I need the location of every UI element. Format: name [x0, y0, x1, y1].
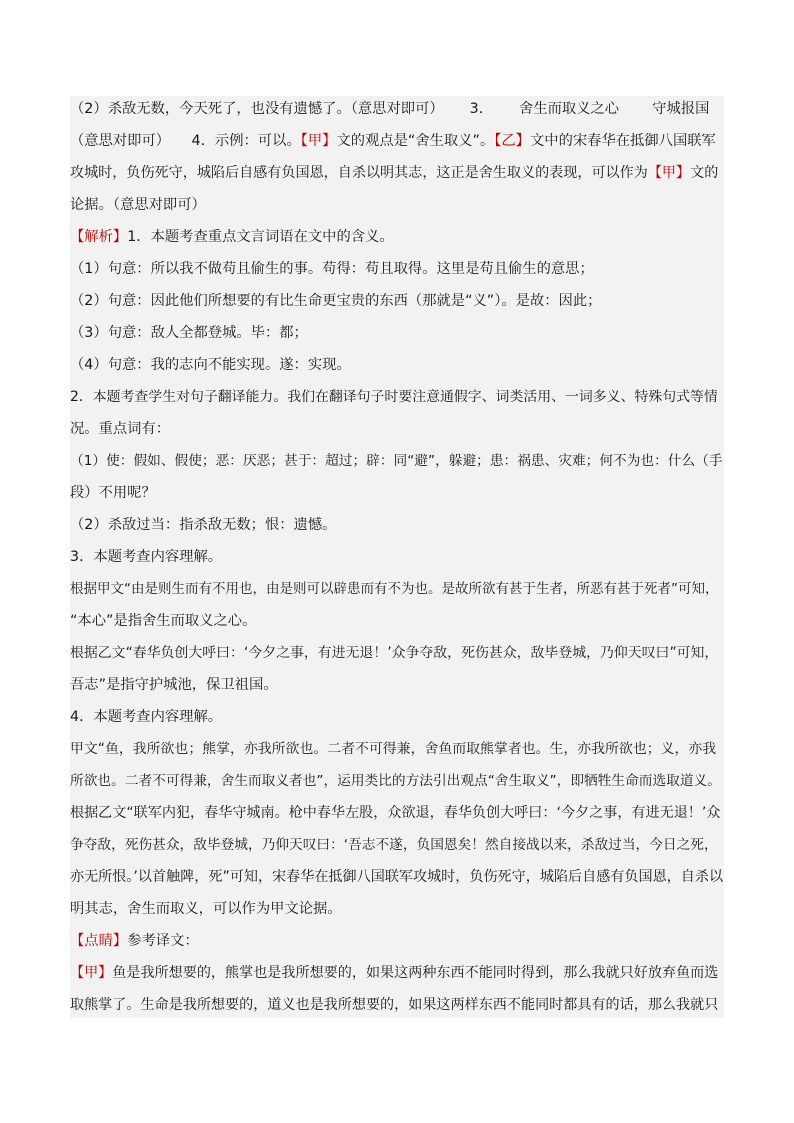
paragraph-text: （2）句意：因此他们所想要的有比生命更宝贵的东西（那就是“义”）。是故：因此； — [70, 293, 602, 309]
bracket-marker-jia: 【甲】 — [647, 165, 691, 181]
answer-text: 文的观点是“舍生取义”。 — [336, 133, 495, 149]
answer-text: 文中的宋春华在抵御八国联军 — [529, 133, 716, 149]
answer-text: 论据。（意思对即可） — [70, 197, 206, 213]
paragraph-text: （2）杀敌过当：指杀敌无数；恨：遗憾。 — [70, 517, 337, 533]
paragraph-text: “本心”是指舍生而取义之心。 — [70, 613, 257, 629]
paragraph-text: 况。重点词有： — [70, 421, 171, 437]
paragraph-text: 根据乙文“春华负创大呼曰：‘今夕之事，有进无退！’众争夺敌，死伤甚众，敌毕登城，乃仰天叹曰”可知， — [70, 645, 719, 661]
q1-item-3 — [70, 322, 724, 344]
paragraph-text: （4）句意：我的志向不能实现。遂：实现。 — [70, 357, 351, 373]
answer-line-4 — [70, 194, 724, 216]
paragraph-text: 根据甲文“由是则生而有不用也，由是则可以辟患而有不为也。是故所欲有甚于生者，所恶有甚于死者”可知， — [70, 581, 719, 597]
q3-para-a-line-2 — [70, 610, 724, 632]
paragraph-text: （1）使：假如、假使；恶：厌恶；甚于：超过；辟：同“避”，躲避；患：祸患、灾难；何不为也：什么（手 — [70, 453, 723, 469]
answer-line-3 — [70, 162, 724, 184]
answer-text: 攻城时，负伤死守，城陷后自感有负国恩，自杀以明其志，这正是舍生取义的表现，可以作为 — [70, 165, 648, 181]
commentary-heading-line — [70, 930, 724, 952]
question-intro: 3．本题考查内容理解。 — [70, 549, 223, 565]
q2-item-1-line-1 — [70, 450, 724, 472]
paragraph-text: 段）不用呢？ — [70, 485, 156, 501]
question-intro: 2．本题考查学生对句子翻译能力。我们在翻译句子时要注意通假字、词类活用、一词多义、特殊句式等情 — [70, 389, 718, 405]
answer-text: （意思对即可） 4．示例：可以。 — [70, 133, 301, 149]
bracket-marker-yi: 【乙】 — [494, 133, 530, 149]
q4-para-b-line-1 — [70, 802, 724, 824]
question-intro: 1．本题考查重点文言词语在文中的含义。 — [127, 229, 394, 245]
q4-para-a-line-2 — [70, 770, 724, 792]
analysis-heading-line — [70, 226, 724, 248]
bracket-marker-jia: 【甲】 — [300, 133, 337, 149]
q3-para-a-line-1 — [70, 578, 724, 600]
q4-para-b-line-4 — [70, 898, 724, 920]
document-body — [70, 96, 724, 1018]
q1-item-2 — [70, 290, 724, 312]
translation-text: 鱼是我所想要的，熊掌也是我所想要的，如果这两种东西不能同时得到，那么我就只好放弃鱼而选 — [112, 965, 719, 981]
analysis-heading-marker: 【解析】 — [70, 229, 128, 245]
translation-line-2 — [70, 994, 724, 1016]
paragraph-text: 亦无所恨。’以首触陴，死”可知，宋春华在抵御八国联军攻城时，负伤死守，城陷后自感有负国恩，自杀以 — [70, 869, 724, 885]
question-intro: 4．本题考查内容理解。 — [70, 709, 223, 725]
paragraph-text: （1）句意：所以我不做苟且偷生的事。苟得：苟且取得。这里是苟且偷生的意思； — [70, 261, 594, 277]
translation-line-1 — [70, 962, 724, 984]
paragraph-text: 吾志”是指守护城池，保卫祖国。 — [70, 677, 278, 693]
paragraph-text: 争夺敌，死伤甚众，敌毕登城，乃仰天叹曰：‘吾志不遂，负国恩矣！然自接战以来，杀敌过当，今日之死， — [70, 837, 718, 853]
answer-line-1 — [70, 98, 724, 120]
q2-item-1-line-2 — [70, 482, 724, 504]
q2-item-2 — [70, 514, 724, 536]
q4-para-a-line-1 — [70, 738, 724, 760]
paragraph-text: 所欲也。二者不可得兼，舍生而取义者也”，运用类比的方法引出观点“舍生取义”，即牺牲生命而选取道义。 — [70, 773, 721, 789]
bracket-marker-jia: 【甲】 — [70, 965, 113, 981]
q3-para-b-line-2 — [70, 674, 724, 696]
answer-text: 文的 — [690, 165, 719, 181]
q2-intro-line-1 — [70, 386, 724, 408]
q4-para-b-line-3 — [70, 866, 724, 888]
q3-intro — [70, 546, 724, 568]
q1-item-1 — [70, 258, 724, 280]
q3-para-b-line-1 — [70, 642, 724, 664]
paragraph-text: 甲文“鱼，我所欲也；熊掌，亦我所欲也。二者不可得兼，舍鱼而取熊掌者也。生，亦我所欲也；义，亦我 — [70, 741, 717, 757]
paragraph-text: （3）句意：敌人全都登城。毕：都； — [70, 325, 308, 341]
commentary-heading-marker: 【点睛】 — [70, 933, 128, 949]
q2-intro-line-2 — [70, 418, 724, 440]
q4-intro — [70, 706, 724, 728]
q1-item-4 — [70, 354, 724, 376]
translation-text: 取熊掌了。生命是我所想要的，道义也是我所想要的，如果这两样东西不能同时都具有的话，那么我就只 — [70, 997, 719, 1013]
commentary-heading-text: 参考译文： — [127, 933, 199, 949]
answer-line-2 — [70, 130, 724, 152]
q4-para-b-line-2 — [70, 834, 724, 856]
paragraph-text: 根据乙文“联军内犯，春华守城南。枪中春华左股，众欲退，春华负创大呼曰：‘今夕之事，有进无退！’众 — [70, 805, 721, 821]
answer-text: （2）杀敌无数，今天死了，也没有遗憾了。（意思对即可） 3． 舍生而取义之心 守城报国 — [70, 101, 710, 117]
paragraph-text: 明其志，舍生而取义，可以作为甲文论据。 — [70, 901, 342, 917]
